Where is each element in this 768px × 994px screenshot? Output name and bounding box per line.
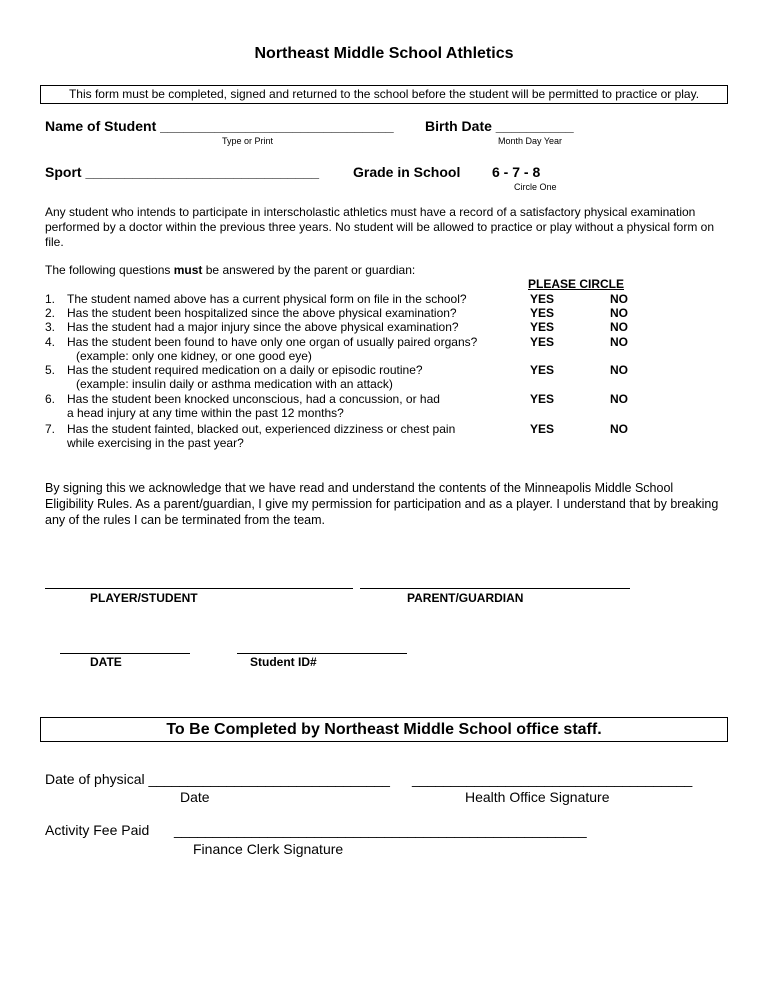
question-number: 6. [45, 392, 56, 406]
yes-option[interactable]: YES [530, 422, 555, 436]
student-id-label: Student ID# [250, 655, 317, 669]
notice-box: This form must be completed, signed and returned to the school before the student will be permitted to practice or play. [40, 85, 728, 104]
question-subtext: while exercising in the past year? [67, 436, 244, 450]
health-office-caption: Health Office Signature [465, 789, 610, 805]
date-caption: Date [180, 789, 210, 805]
question-number: 5. [45, 363, 56, 377]
grade-options[interactable]: 6 - 7 - 8 [492, 164, 541, 180]
no-option[interactable]: NO [610, 320, 628, 334]
yes-option[interactable]: YES [530, 292, 555, 306]
circle-one-hint: Circle One [514, 182, 557, 192]
question-text: Has the student been found to have only one organ of usually paired organs? [67, 335, 478, 349]
date-of-physical-field[interactable]: Date of physical _______________________________ [45, 771, 390, 787]
question-text: Has the student been knocked unconscious, had a concussion, or had [67, 392, 440, 406]
question-text: Has the student required medication on a daily or episodic routine? [67, 363, 423, 377]
intro-paragraph: Any student who intends to participate in interscholastic athletics must have a record of a satisfactory physical examination performed by a doctor within the previous three years. No student will be allowed to practice or play without a physical form on file. [45, 205, 714, 249]
questions-intro-after: be answered by the parent or guardian: [202, 263, 416, 277]
question-subtext: a head injury at any time within the past 12 months? [67, 406, 344, 420]
player-student-label: PLAYER/STUDENT [90, 591, 198, 605]
student-name-field[interactable]: Name of Student ______________________________ [45, 118, 394, 134]
no-option[interactable]: NO [610, 363, 628, 377]
no-option[interactable]: NO [610, 292, 628, 306]
question-text: Has the student fainted, blacked out, experienced dizziness or chest pain [67, 422, 456, 436]
no-option[interactable]: NO [610, 422, 628, 436]
questions-intro [45, 263, 415, 277]
question-subtext: (example: insulin daily or asthma medication with an attack) [76, 377, 393, 391]
question-number: 1. [45, 292, 56, 306]
yes-option[interactable]: YES [530, 335, 555, 349]
question-text: Has the student had a major injury since the above physical examination? [67, 320, 459, 334]
yes-option[interactable]: YES [530, 320, 555, 334]
finance-clerk-signature-line[interactable]: _____________________________________________________ [174, 822, 587, 838]
grade-label: Grade in School [353, 164, 461, 180]
question-text: The student named above has a current physical form on file in the school? [67, 292, 467, 306]
type-or-print-hint: Type or Print [222, 136, 274, 146]
sport-field[interactable]: Sport ______________________________ [45, 164, 320, 180]
question-number: 2. [45, 306, 56, 320]
health-office-signature-line[interactable]: ____________________________________ [412, 771, 693, 787]
student-id-line[interactable] [237, 653, 407, 654]
question-number: 4. [45, 335, 56, 349]
office-staff-heading: To Be Completed by Northeast Middle School office staff. [40, 717, 728, 742]
parent-signature-line[interactable] [360, 588, 630, 589]
parent-guardian-label: PARENT/GUARDIAN [407, 591, 524, 605]
question-number: 7. [45, 422, 56, 436]
no-option[interactable]: NO [610, 392, 628, 406]
date-label: DATE [90, 655, 122, 669]
acknowledgment-paragraph: By signing this we acknowledge that we have read and understand the contents of the Minneapolis Middle School Eligibility Rules. As a parent/guardian, I give my permission for participation and as a player. I understand that by breaking any of the rules I can be terminated from the team. [45, 481, 719, 527]
date-signature-line[interactable] [60, 653, 190, 654]
yes-option[interactable]: YES [530, 306, 555, 320]
birth-date-hint: Month Day Year [498, 136, 563, 146]
birth-date-field[interactable]: Birth Date __________ [425, 118, 574, 134]
questions-intro-before: The following questions [45, 263, 174, 277]
question-text: Has the student been hospitalized since the above physical examination? [67, 306, 457, 320]
page-title: Northeast Middle School Athletics [254, 45, 514, 62]
question-subtext: (example: only one kidney, or one good eye) [76, 349, 312, 363]
player-signature-line[interactable] [45, 588, 353, 589]
questions-intro-bold: must [173, 263, 203, 277]
activity-fee-label: Activity Fee Paid [45, 822, 150, 838]
no-option[interactable]: NO [610, 306, 628, 320]
finance-clerk-caption: Finance Clerk Signature [193, 841, 344, 857]
yes-option[interactable]: YES [530, 363, 555, 377]
please-circle-heading: PLEASE CIRCLE [528, 277, 625, 291]
question-number: 3. [45, 320, 56, 334]
yes-option[interactable]: YES [530, 392, 555, 406]
no-option[interactable]: NO [610, 335, 628, 349]
